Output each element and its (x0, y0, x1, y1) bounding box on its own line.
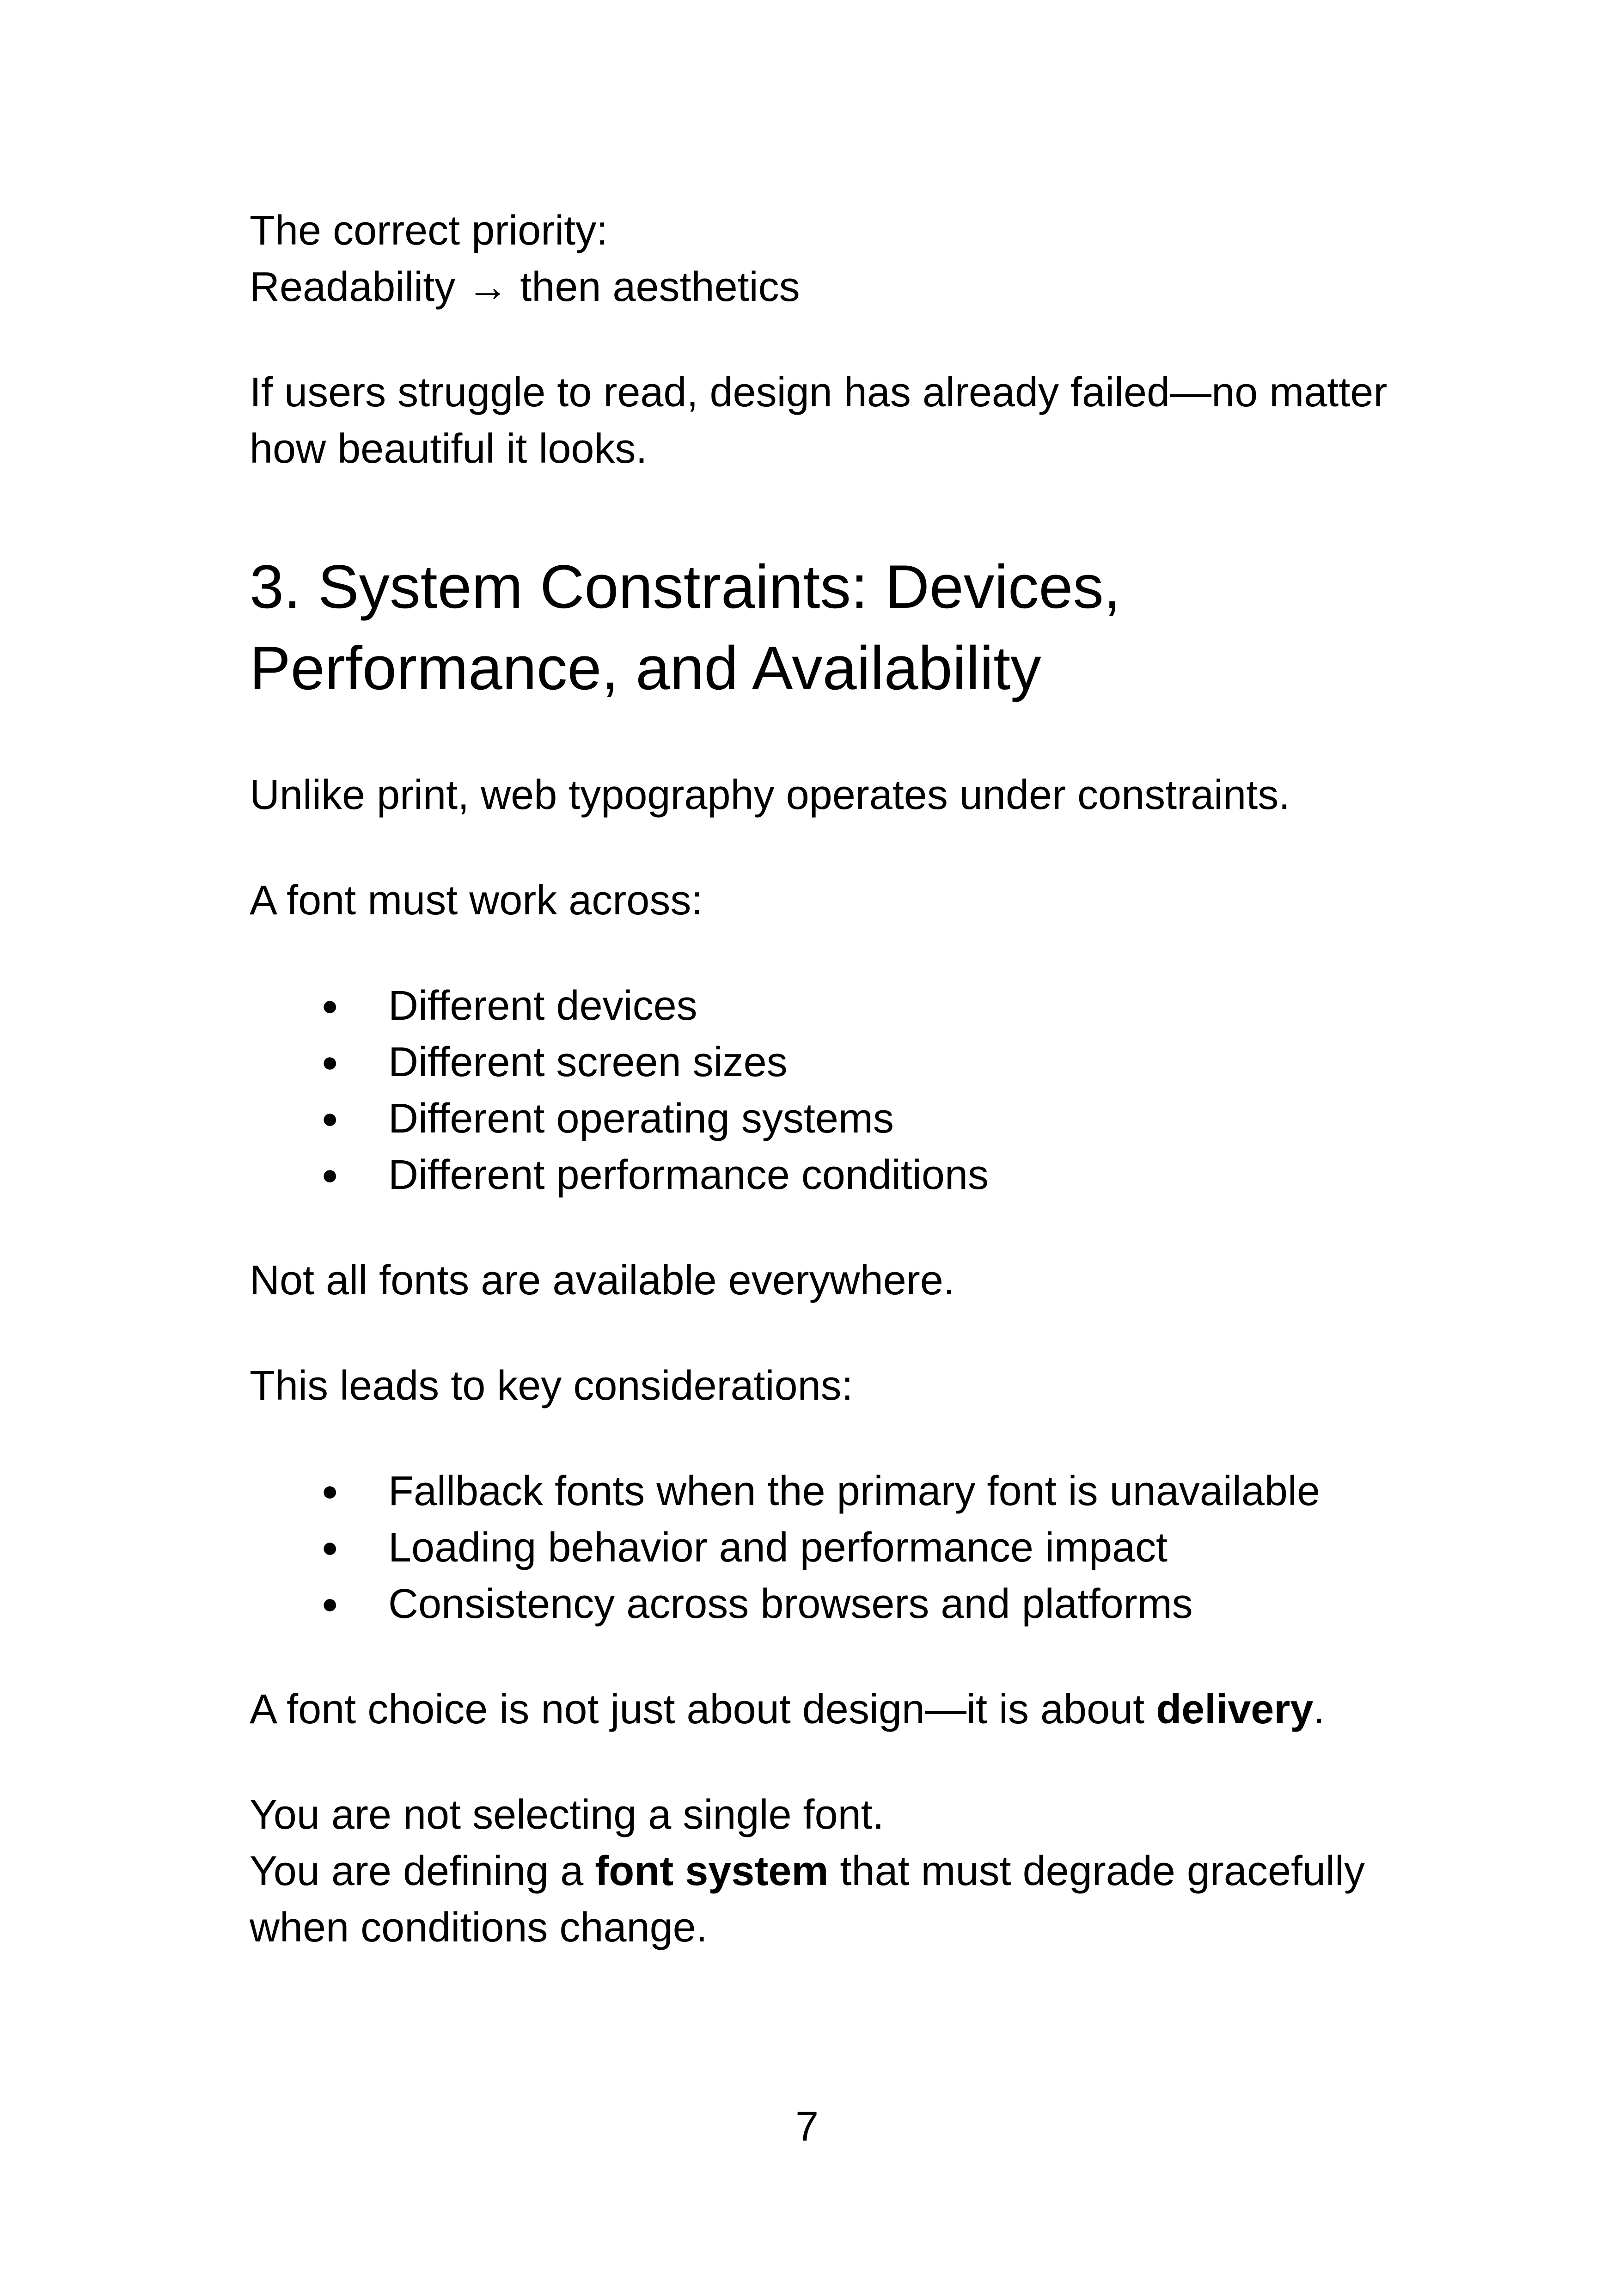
list-item (250, 1463, 1433, 1519)
not-all-paragraph: Not all fonts are available everywhere. (250, 1257, 955, 1304)
page-number: 7 (795, 2104, 819, 2150)
delivery-emphasis: delivery (1156, 1686, 1314, 1733)
list-item-text: Different operating systems (388, 1096, 894, 1142)
list-item-text: Loading behavior and performance impact (388, 1525, 1168, 1571)
list-item (250, 1090, 1433, 1147)
bullet-icon: ● (321, 1588, 339, 1620)
font-system-emphasis: font system (595, 1848, 829, 1894)
delivery-paragraph (250, 1681, 1433, 1738)
considerations-list (250, 1463, 1433, 1632)
list-item (250, 1519, 1433, 1576)
list-item (250, 1034, 1433, 1090)
font-system-line-2 (250, 1843, 1433, 1899)
work-across-list (250, 978, 1433, 1203)
list-item-text: Different performance conditions (388, 1152, 989, 1198)
list-item (250, 978, 1433, 1034)
font-system-tail: that must degrade gracefully (828, 1848, 1365, 1894)
list-item-text: Different screen sizes (388, 1039, 788, 1085)
must-work-paragraph: A font must work across: (250, 877, 703, 924)
priority-label: The correct priority: (250, 208, 608, 254)
delivery-text: A font choice is not just about design—it is about (250, 1686, 1156, 1733)
unlike-print-paragraph: Unlike print, web typography operates under constraints. (250, 772, 1290, 818)
bullet-icon: ● (321, 1159, 339, 1191)
section-heading (250, 546, 1433, 709)
font-system-line-3: when conditions change. (250, 1904, 708, 1951)
font-system-text: You are defining a (250, 1848, 595, 1894)
warning-line-1: If users struggle to read, design has already failed—no matter (250, 369, 1388, 416)
bullet-icon: ● (321, 1046, 339, 1078)
list-item (250, 1147, 1433, 1203)
priority-rule: Readability → then aesthetics (250, 264, 800, 310)
leads-to-paragraph: This leads to key considerations: (250, 1363, 853, 1409)
bullet-icon: ● (321, 1531, 339, 1563)
bullet-icon: ● (321, 990, 339, 1022)
bullet-icon: ● (321, 1475, 339, 1507)
list-item (250, 1576, 1433, 1632)
section-heading-line-1: 3. System Constraints: Devices, (250, 553, 1121, 621)
list-item-text: Fallback fonts when the primary font is unavailable (388, 1468, 1321, 1514)
list-item-text: Different devices (388, 983, 697, 1029)
bullet-icon: ● (321, 1102, 339, 1134)
section-heading-line-2: Performance, and Availability (250, 634, 1041, 703)
delivery-period: . (1313, 1686, 1325, 1733)
list-item-text: Consistency across browsers and platforms (388, 1581, 1193, 1627)
page-content (250, 202, 1433, 1956)
font-system-line-1: You are not selecting a single font. (250, 1792, 884, 1838)
warning-line-2: how beautiful it looks. (250, 426, 648, 472)
